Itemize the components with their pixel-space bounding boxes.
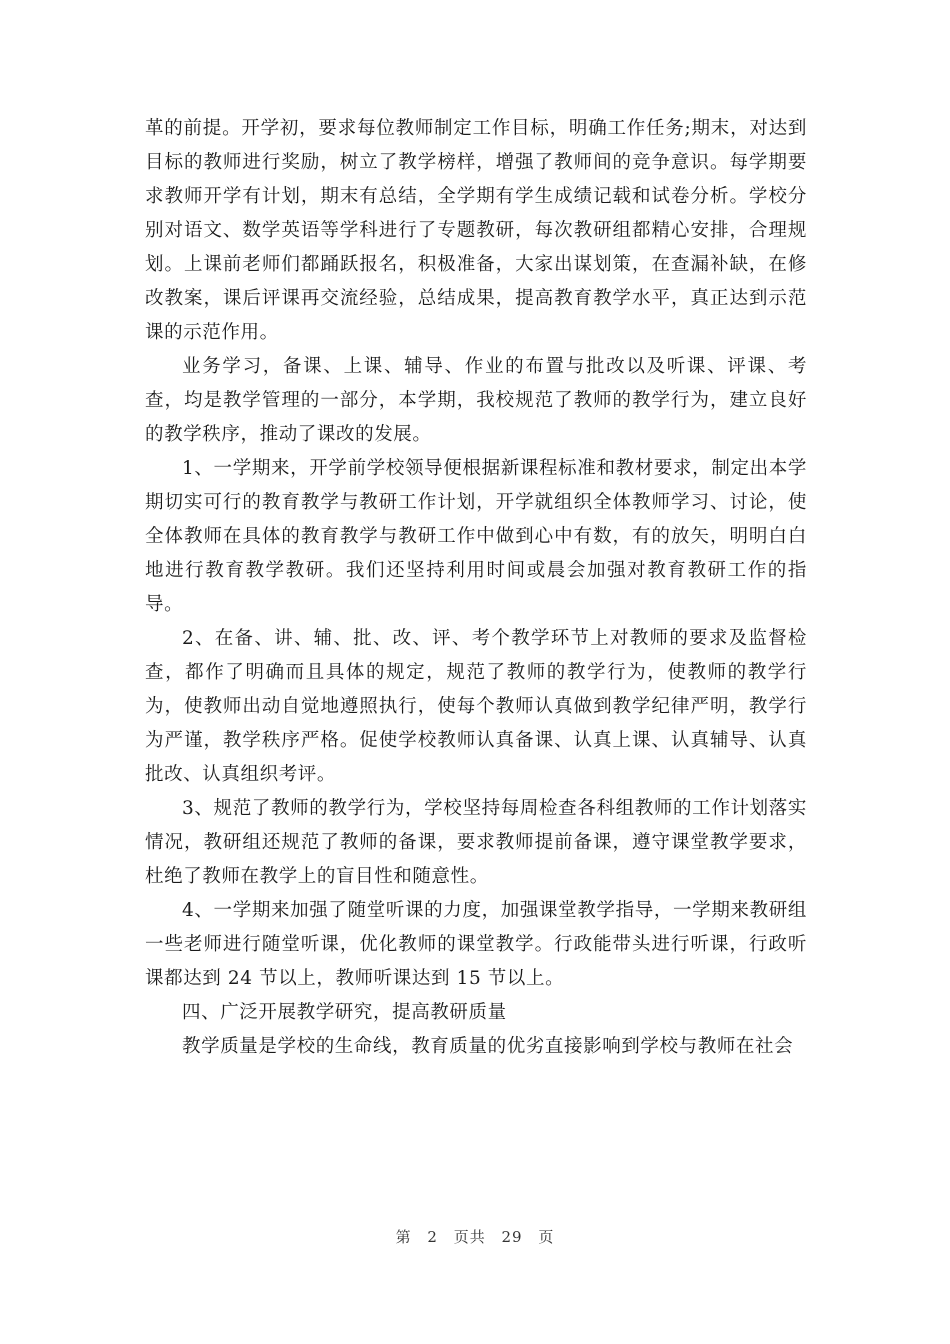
total-pages: 29 (501, 1228, 523, 1246)
paragraph: 革的前提。开学初，要求每位教师制定工作目标，明确工作任务;期末，对达到目标的教师进行奖励，树立了教学榜样，增强了教师间的竞争意识。每学期要求教师开学有计划，期末有总结，全学期有学生成绩记载和试卷分析。学校分别对语文、数学英语等学科进行了专题教研，每次教研组都精心安排，合理规划。上课前老师们都踊跃报名，积极准备，大家出谋划策，在查漏补缺，在修改教案，课后评课再交流经验，总结成果，提高教育教学水平，真正达到示范课的示范作用。 (145, 118, 807, 343)
page-footer (0, 1226, 950, 1247)
document-body (145, 112, 807, 1064)
paragraph: 4、一学期来加强了随堂听课的力度，加强课堂教学指导，一学期来教研组一些老师进行随堂听课，优化教师的课堂教学。行政能带头进行听课，行政听课都达到 24 节以上，教师听课达到 15 节以上。 (145, 900, 807, 989)
paragraph: 1、一学期来，开学前学校领导便根据新课程标准和教材要求，制定出本学期切实可行的教育教学与教研工作计划，开学就组织全体教师学习、讨论，使全体教师在具体的教育教学与教研工作中做到心中有数，有的放矢，明明白白地进行教育教学教研。我们还坚持利用时间或晨会加强对教育教研工作的指导。 (145, 458, 807, 615)
paragraph: 2、在备、讲、辅、批、改、评、考个教学环节上对教师的要求及监督检查，都作了明确而且具体的规定，规范了教师的教学行为，使教师的教学行为，使教师出动自觉地遵照执行，使每个教师认真做到教学纪律严明，教学行为严谨，教学秩序严格。促使学校教师认真备课、认真上课、认真辅导、认真批改、认真组织考评。 (145, 628, 807, 785)
paragraph: 3、规范了教师的教学行为，学校坚持每周检查各科组教师的工作计划落实情况，教研组还规范了教师的备课，要求教师提前备课，遵守课堂教学要求，杜绝了教师在教学上的盲目性和随意性。 (145, 798, 807, 887)
page-label-suffix: 页 (538, 1228, 555, 1246)
page-label-prefix: 第 (395, 1228, 412, 1246)
paragraph: 教学质量是学校的生命线，教育质量的优劣直接影响到学校与教师在社会 (182, 1036, 794, 1057)
section-heading: 四、广泛开展教学研究，提高教研质量 (182, 1002, 507, 1023)
paragraph: 业务学习，备课、上课、辅导、作业的布置与批改以及听课、评课、考查，均是教学管理的一部分，本学期，我校规范了教师的教学行为，建立良好的教学秩序，推动了课改的发展。 (145, 356, 807, 445)
page-label-middle: 页共 (453, 1228, 486, 1246)
page-number: 2 (427, 1228, 438, 1246)
